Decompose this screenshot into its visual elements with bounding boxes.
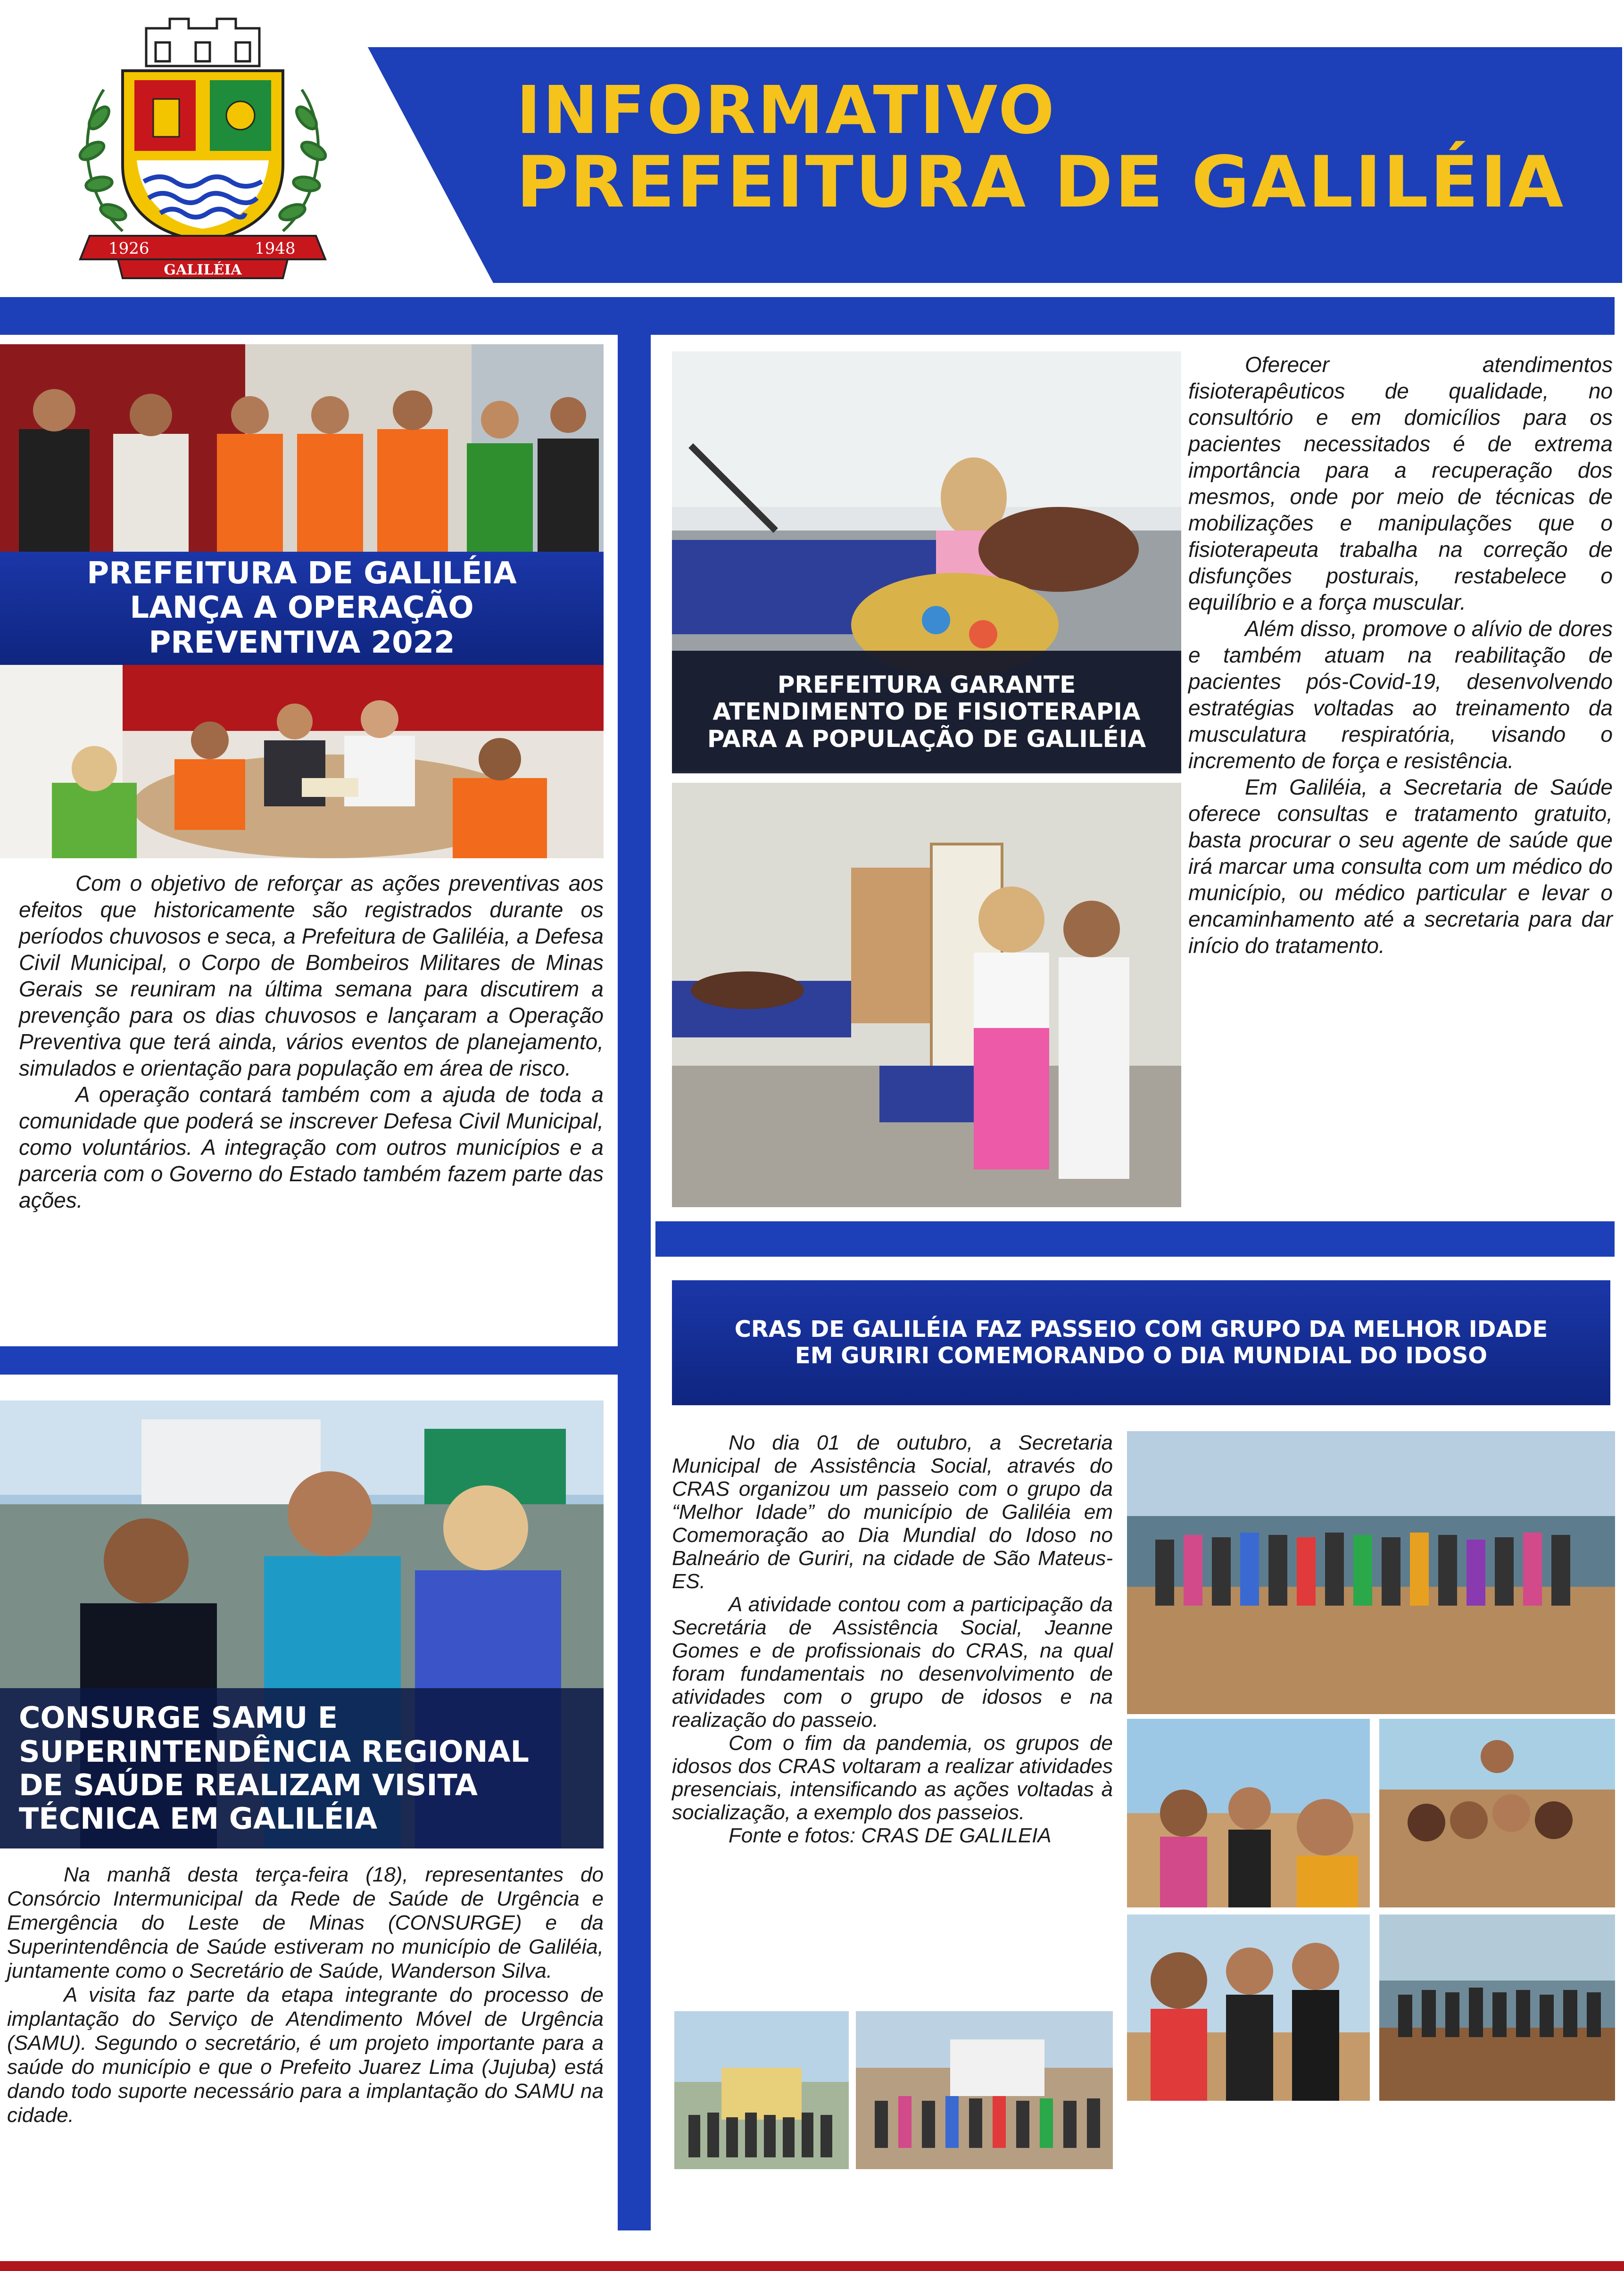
fisio-paragraph-3: Em Galiléia, a Secretaria de Saúde oferece consultas e tratamento gratuito, basta procurar o seu agente de saúde que irá marcar uma consulta com um médico do município, ou médico particular e levar o encaminhamento até a secretaria para dar início do tratamento. [1188, 775, 1613, 958]
headline-samu-line1: CONSURGE SAMU E [19, 1700, 338, 1735]
crest-name: GALILÉIA [164, 262, 242, 278]
headline-samu-line3: DE SAÚDE REALIZAM VISITA [19, 1768, 478, 1802]
cras-source: Fonte e fotos: CRAS DE GALILEIA [729, 1824, 1052, 1847]
headline-samu-line2: SUPERINTENDÊNCIA REGIONAL [19, 1734, 530, 1769]
operacao-paragraph-1: Com o objetivo de reforçar as ações preventivas aos efeitos que historicamente são registrados durante os períodos chuvosos e seca, a Prefeitura de Galiléia, a Defesa Civil Municipal, o Corpo de Bombeiros Militares de Minas Gerais se reuniram na última semana para discutirem a prevenção para os dias chuvosos e lançaram a Operação Preventiva que terá ainda, vários eventos de planejamento, simulados e orientação para população em área de risco. [19, 871, 604, 1080]
cras-paragraph-1: No dia 01 de outubro, a Secretaria Municipal de Assistência Social, através do CRAS organizou um passeio com o grupo da “Melhor Idade” do município de Galiléia em Comemoração ao Dia Mundial do Idoso no Balneário de Guriri, na cidade de São Mateus-ES. [672, 1431, 1113, 1593]
samu-paragraph-1: Na manhã desta terça-feira (18), representantes do Consórcio Intermunicipal da Rede de Saúde de Urgência e Emergência do Leste de Minas (CONSURGE) e da Superintendência de Saúde estiveram no município de Galiléia, juntamente como o Secretário de Saúde, Wanderson Silva. [7, 1863, 604, 1982]
fisio-paragraph-2: Além disso, promove o alívio de dores e também atuam na reabilitação de pacientes pós-Covid-19, desenvolvendo estratégias voltadas ao treinamento da musculatura respiratória, visando o incremento de força e resistência. [1188, 616, 1613, 773]
headline-fisio-line1: PREFEITURA GARANTE [777, 671, 1076, 698]
header-line2: PREFEITURA DE GALILÉIA [516, 141, 1566, 224]
body-cras [672, 1431, 1113, 1847]
photo-cras-selfie-1 [1127, 1719, 1370, 1907]
headline-cras-line2: EM GURIRI COMEMORANDO O DIA MUNDIAL DO IDOSO [795, 1342, 1488, 1369]
photo-cras-bus-stop [674, 2011, 849, 2169]
headline-fisio-line2: ATENDIMENTO DE FISIOTERAPIA [713, 698, 1141, 726]
photo-cras-sea-2 [1379, 1915, 1615, 2101]
cras-paragraph-2: A atividade contou com a participação da Secretária de Assistência Social, Jeanne Gomes e de profissionais do CRAS, na qual foram fundamentais no desenvolvimento de atividades com o grupo de idosos e na realização do passeio. [672, 1593, 1113, 1732]
footer-rule [0, 2261, 1624, 2271]
photo-cras-selfie-2 [1127, 1915, 1370, 2101]
body-samu [7, 1863, 604, 2127]
body-operacao [19, 870, 604, 1213]
headline-operacao-line2: LANÇA A OPERAÇÃO [130, 590, 474, 626]
headline-operacao-line1: PREFEITURA DE GALILÉIA [87, 555, 517, 591]
headline-fisio-line3: PARA A POPULAÇÃO DE GALILÉIA [707, 725, 1146, 753]
headline-cras-line1: CRAS DE GALILÉIA FAZ PASSEIO COM GRUPO DA MELHOR IDADE [734, 1316, 1548, 1343]
photo-operacao-group [0, 344, 604, 552]
mid-left-divider [0, 1346, 622, 1375]
samu-paragraph-2: A visita faz parte da etapa integrante do processo de implantação do Serviço de Atendimento Móvel de Urgência (SAMU). Segundo o secretário, é um projeto importante para a saúde do município e que o Prefeito Juarez Lima (Jujuba) está dando todo suporte necessário para a implantação do SAMU na cidade. [7, 1983, 604, 2127]
headline-samu-line4: TÉCNICA EM GALILÉIA [19, 1801, 378, 1836]
cras-paragraph-3: Com o fim da pandemia, os grupos de idosos dos CRAS voltaram a realizar atividades presenciais, intensificando as ações voltadas à socialização, a exemplo dos passeios. [672, 1732, 1113, 1824]
photo-operacao-meeting [0, 665, 604, 858]
crest-logo [47, 9, 358, 283]
headline-cras [672, 1280, 1610, 1405]
body-fisio [1188, 351, 1613, 959]
operacao-paragraph-2: A operação contará também com a ajuda de toda a comunidade que poderá se inscrever Defesa Civil Municipal, como voluntários. A integração com outros municípios e a parceria com o Governo do Estado também fazem parte das ações. [19, 1082, 604, 1212]
headline-operacao [0, 552, 604, 665]
photo-fisio-clinic [672, 783, 1181, 1207]
crest-year-right: 1948 [255, 239, 296, 258]
fisio-paragraph-1: Oferecer atendimentos fisioterapêuticos de qualidade, no consultório e em domicílios para os pacientes necessitados é de extrema importância para a recuperação dos mesmos, onde por meio de técnicas de mobilizações e manipulações que o fisioterapeuta trabalha na correção de disfunções posturais, restabelece o equilíbrio e a força muscular. [1188, 352, 1613, 614]
headline-operacao-line3: PREVENTIVA 2022 [149, 625, 455, 660]
mid-right-divider [655, 1221, 1615, 1257]
photo-cras-beach-group [1127, 1431, 1615, 1714]
headline-fisio [672, 651, 1181, 773]
top-divider [0, 297, 1615, 335]
column-divider [618, 330, 651, 2230]
header-line1: INFORMATIVO [516, 72, 1056, 149]
crest-year-left: 1926 [108, 239, 149, 258]
photo-cras-courtyard [856, 2011, 1113, 2169]
headline-samu [0, 1688, 604, 1848]
photo-cras-sea-1 [1379, 1719, 1615, 1907]
